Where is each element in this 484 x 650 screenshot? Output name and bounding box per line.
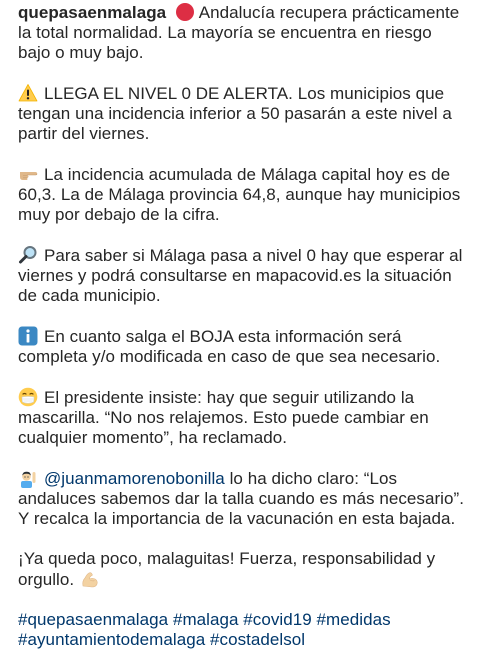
person-raising-hand-icon <box>18 468 38 488</box>
paragraph-text: El presidente insiste: hay que seguir utilizando la mascarilla. “No nos relajemos. Esto puede cambiar en cualquier momento”, ha reclamado. <box>18 388 429 447</box>
caption-paragraph-alert <box>18 83 466 144</box>
hashtag-link[interactable]: #covid19 <box>243 610 312 629</box>
red-circle-icon <box>175 2 195 22</box>
caption-paragraph-mapacovid <box>18 245 466 306</box>
caption-intro <box>18 2 466 63</box>
flexed-biceps-icon <box>80 569 100 589</box>
hashtag-link[interactable]: #medidas <box>316 610 391 629</box>
caption-paragraph-incidence <box>18 164 466 225</box>
paragraph-text: Para saber si Málaga pasa a nivel 0 hay que esperar al viernes y podrá consultarse en mapacovid.es la situación de cada municipio. <box>18 246 463 305</box>
hashtag-link[interactable]: #ayuntamientodemalaga <box>18 630 206 649</box>
author-username[interactable]: quepasaenmalaga <box>18 3 167 22</box>
caption-paragraph-boja <box>18 326 466 367</box>
pointing-hand-icon <box>18 164 38 184</box>
magnifier-icon <box>18 245 38 265</box>
paragraph-text: LLEGA EL NIVEL 0 DE ALERTA. Los municipios que tengan una incidencia inferior a 50 pasarán a este nivel a partir del viernes. <box>18 84 452 143</box>
hashtag-link[interactable]: #costadelsol <box>210 630 306 649</box>
caption-paragraph-mask <box>18 387 466 448</box>
caption-closing <box>18 549 466 590</box>
hashtag-list <box>18 610 466 650</box>
paragraph-text: En cuanto salga el BOJA esta información será completa y/o modificada en caso de que sea necesario. <box>18 327 441 366</box>
warning-icon <box>18 83 38 103</box>
closing-text: ¡Ya queda poco, malaguitas! Fuerza, responsabilidad y orgullo. <box>18 549 436 589</box>
paragraph-text: lo ha dicho claro: “Los andaluces sabemos dar la talla cuando es más necesario”. Y recalca la importancia de la vacunación en esta bajada. <box>18 469 464 528</box>
caption-paragraph-mention <box>18 468 466 529</box>
intro-text: Andalucía recupera prácticamente la total normalidad. La mayoría se encuentra en riesgo bajo o muy bajo. <box>18 3 460 62</box>
mention-link[interactable]: @juanmamorenobonilla <box>44 469 225 488</box>
info-icon <box>18 326 38 346</box>
paragraph-text: La incidencia acumulada de Málaga capital hoy es de 60,3. La de Málaga provincia 64,8, aunque hay municipios muy por debajo de la cifra. <box>18 165 461 224</box>
face-mask-icon <box>18 387 38 407</box>
hashtag-link[interactable]: #malaga <box>172 610 239 629</box>
hashtag-link[interactable]: #quepasaenmalaga <box>18 610 169 629</box>
